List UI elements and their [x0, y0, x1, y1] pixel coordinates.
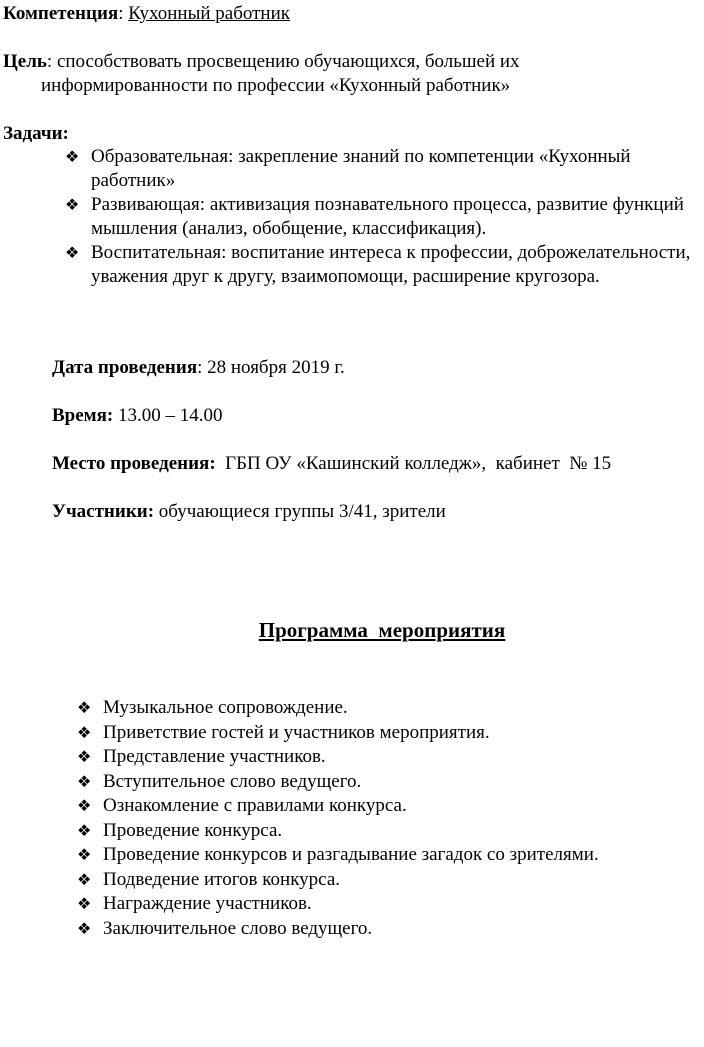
list-item	[65, 241, 695, 289]
list-item	[77, 819, 697, 844]
goal-label: Цель	[3, 51, 47, 72]
program-item-text: Проведение конкурсов и разгадывание загадок со зрителями.	[103, 844, 599, 865]
list-item	[77, 770, 697, 795]
list-item	[65, 193, 695, 241]
list-item	[77, 892, 697, 917]
tasks-heading	[3, 122, 69, 146]
goal-text-line1: : способствовать просвещению обучающихся, большей их	[46, 51, 520, 72]
program-item-text: Подведение итогов конкурса.	[103, 868, 341, 890]
list-item	[77, 794, 697, 819]
diamond-bullet-icon: ❖	[77, 869, 92, 889]
program-item-text: Представление участников.	[103, 746, 326, 767]
place-value: ГБП ОУ «Кашинский колледж», кабинет № 15	[215, 453, 612, 474]
participants-label: Участники:	[52, 501, 155, 522]
list-item	[77, 843, 697, 868]
place-label: Место проведения:	[52, 453, 216, 474]
competence-label: Компетенция	[3, 3, 119, 24]
diamond-bullet-icon: ❖	[65, 147, 80, 166]
time-label: Время:	[52, 405, 114, 426]
participants-line	[52, 500, 446, 524]
date-line	[52, 356, 345, 380]
tasks-heading-text: Задачи:	[3, 123, 69, 144]
place-line	[52, 452, 611, 476]
list-item	[77, 917, 697, 942]
task-text: Образовательная: закрепление знаний по компетенции «Кухонный работник»	[91, 146, 631, 191]
goal-text-line2: информированности по профессии «Кухонный работник»	[41, 75, 511, 96]
diamond-bullet-icon: ❖	[77, 771, 92, 791]
diamond-bullet-icon: ❖	[65, 195, 80, 214]
date-label: Дата проведения	[52, 357, 198, 378]
list-item	[77, 721, 697, 746]
list-item	[77, 745, 697, 770]
list-item	[77, 868, 697, 893]
program-list	[77, 696, 697, 941]
competence-value: Кухонный работник	[128, 3, 290, 24]
program-item-text: Проведение конкурса.	[103, 819, 283, 841]
goal-block	[3, 50, 643, 98]
program-title-text: Программа мероприятия	[258, 618, 506, 642]
diamond-bullet-icon: ❖	[65, 243, 80, 262]
program-item-text: Вступительное слово ведущего.	[103, 770, 362, 792]
competence-separator: :	[118, 3, 129, 24]
task-text: Воспитательная: воспитание интереса к профессии, доброжелательности, уважения друг к другу, взаимопомощи, расширение кругозора.	[91, 242, 691, 287]
program-item-text: Награждение участников.	[103, 893, 312, 914]
diamond-bullet-icon: ❖	[77, 845, 92, 864]
time-value: 13.00 – 14.00	[113, 405, 223, 426]
task-text: Развивающая: активизация познавательного процесса, развитие функций мышления (анализ, обобщение, классификация).	[91, 194, 684, 239]
program-item-text: Приветствие гостей и участников мероприятия.	[103, 721, 490, 743]
time-line	[52, 404, 222, 428]
list-item	[65, 145, 695, 193]
diamond-bullet-icon: ❖	[77, 796, 92, 815]
diamond-bullet-icon: ❖	[77, 698, 92, 717]
program-title	[0, 618, 704, 642]
participants-value: обучающиеся группы 3/41, зрители	[154, 501, 446, 522]
competence-line	[3, 2, 290, 26]
program-item-text: Заключительное слово ведущего.	[103, 917, 373, 939]
diamond-bullet-icon: ❖	[77, 918, 92, 938]
tasks-list	[65, 145, 695, 289]
list-item	[77, 696, 697, 721]
program-item-text: Музыкальное сопровождение.	[103, 697, 348, 718]
program-item-text: Ознакомление с правилами конкурса.	[103, 795, 407, 816]
diamond-bullet-icon: ❖	[77, 894, 92, 913]
diamond-bullet-icon: ❖	[77, 747, 92, 766]
diamond-bullet-icon: ❖	[77, 722, 92, 742]
diamond-bullet-icon: ❖	[77, 820, 92, 840]
date-value: : 28 ноября 2019 г.	[197, 357, 345, 378]
